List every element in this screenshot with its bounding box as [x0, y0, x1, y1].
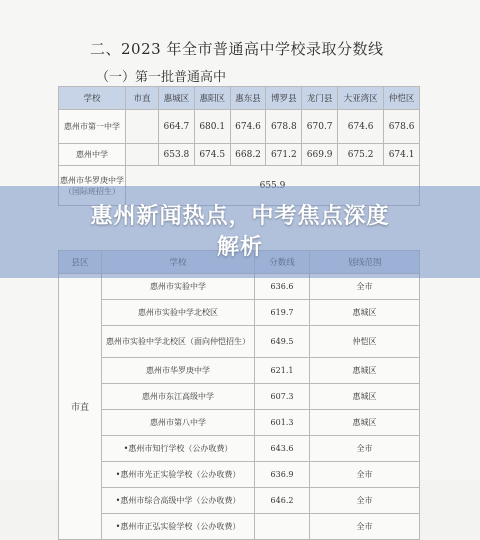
score-cell: 680.1 [194, 110, 230, 144]
score-cell: 643.6 [255, 436, 310, 462]
score-cell: 669.9 [302, 144, 338, 166]
score-cell: 678.6 [384, 110, 420, 144]
score-cell: 668.2 [230, 144, 266, 166]
header-cell: 惠东县 [230, 87, 266, 110]
score-cell: 674.6 [338, 110, 384, 144]
range-cell: 惠城区 [310, 410, 420, 436]
table-row [59, 462, 420, 488]
school-name: •惠州市知行学校（公办收费） [102, 436, 255, 462]
range-cell: 惠城区 [310, 358, 420, 384]
score-cell: 674.1 [384, 144, 420, 166]
school-name: •惠州市正弘实验学校（公办收费） [102, 514, 255, 540]
range-cell: 全市 [310, 274, 420, 300]
header-cell: 惠阳区 [194, 87, 230, 110]
school-name-text: 惠州市华罗庚中学 [60, 175, 124, 185]
school-name: 惠州市实验中学 [102, 274, 255, 300]
school-name: 惠州市东江高级中学 [102, 384, 255, 410]
range-cell: 全市 [310, 488, 420, 514]
city-school-score-table [58, 250, 420, 540]
empty-cell [126, 110, 159, 144]
school-name: 惠州市第八中学 [102, 410, 255, 436]
score-cell: 649.5 [255, 326, 310, 358]
county-cell: 市直 [59, 274, 102, 540]
score-cell: 607.3 [255, 384, 310, 410]
headline-line-2: 解析 [216, 235, 263, 260]
table-header-row [59, 87, 420, 110]
table-row [59, 144, 420, 166]
school-name: 惠州市第一中学 [59, 110, 126, 144]
score-cell: 646.2 [255, 488, 310, 514]
score-cell: 636.9 [255, 462, 310, 488]
score-cell: 674.6 [230, 110, 266, 144]
score-cell: 675.2 [338, 144, 384, 166]
table-row [59, 488, 420, 514]
score-cell: 636.6 [255, 274, 310, 300]
empty-cell [126, 144, 159, 166]
table-row [59, 358, 420, 384]
school-name: 惠州中学 [59, 144, 126, 166]
school-name: •惠州市光正实验学校（公办收费） [102, 462, 255, 488]
table-row [59, 384, 420, 410]
range-cell: 惠城区 [310, 384, 420, 410]
score-cell [255, 514, 310, 540]
header-cell: 大亚湾区 [338, 87, 384, 110]
score-cell: 621.1 [255, 358, 310, 384]
score-cell: 664.7 [159, 110, 195, 144]
document-heading: 二、2023 年全市普通高中学校录取分数线 [90, 40, 384, 58]
table-row [59, 326, 420, 358]
header-cell: 仲恺区 [384, 87, 420, 110]
table-row [59, 514, 420, 540]
section-subheading: （一）第一批普通高中 [96, 70, 227, 85]
score-cell: 671.2 [266, 144, 302, 166]
score-cell: 678.8 [266, 110, 302, 144]
score-cell: 674.5 [194, 144, 230, 166]
range-cell: 全市 [310, 514, 420, 540]
header-cell: 博罗县 [266, 87, 302, 110]
score-cell: 601.3 [255, 410, 310, 436]
score-cell: 653.8 [159, 144, 195, 166]
score-cell: 619.7 [255, 300, 310, 326]
range-cell: 惠城区 [310, 300, 420, 326]
header-cell: 龙门县 [302, 87, 338, 110]
header-cell: 学校 [59, 87, 126, 110]
range-cell: 全市 [310, 462, 420, 488]
school-name: •惠州市综合高级中学（公办收费） [102, 488, 255, 514]
school-name: 惠州市实验中学北校区（面向仲恺招生） [102, 326, 255, 358]
range-cell: 全市 [310, 436, 420, 462]
headline-line-1: 惠州新闻热点，中考焦点深度 [90, 204, 390, 229]
header-cell: 惠城区 [159, 87, 195, 110]
header-cell: 市直 [126, 87, 159, 110]
table-row [59, 110, 420, 144]
table-row [59, 436, 420, 462]
score-cell: 670.7 [302, 110, 338, 144]
table-row [59, 300, 420, 326]
table-row [59, 410, 420, 436]
headline-text [20, 201, 460, 263]
range-cell: 仲恺区 [310, 326, 420, 358]
school-name: 惠州市实验中学北校区 [102, 300, 255, 326]
school-name: 惠州市华罗庚中学 [102, 358, 255, 384]
